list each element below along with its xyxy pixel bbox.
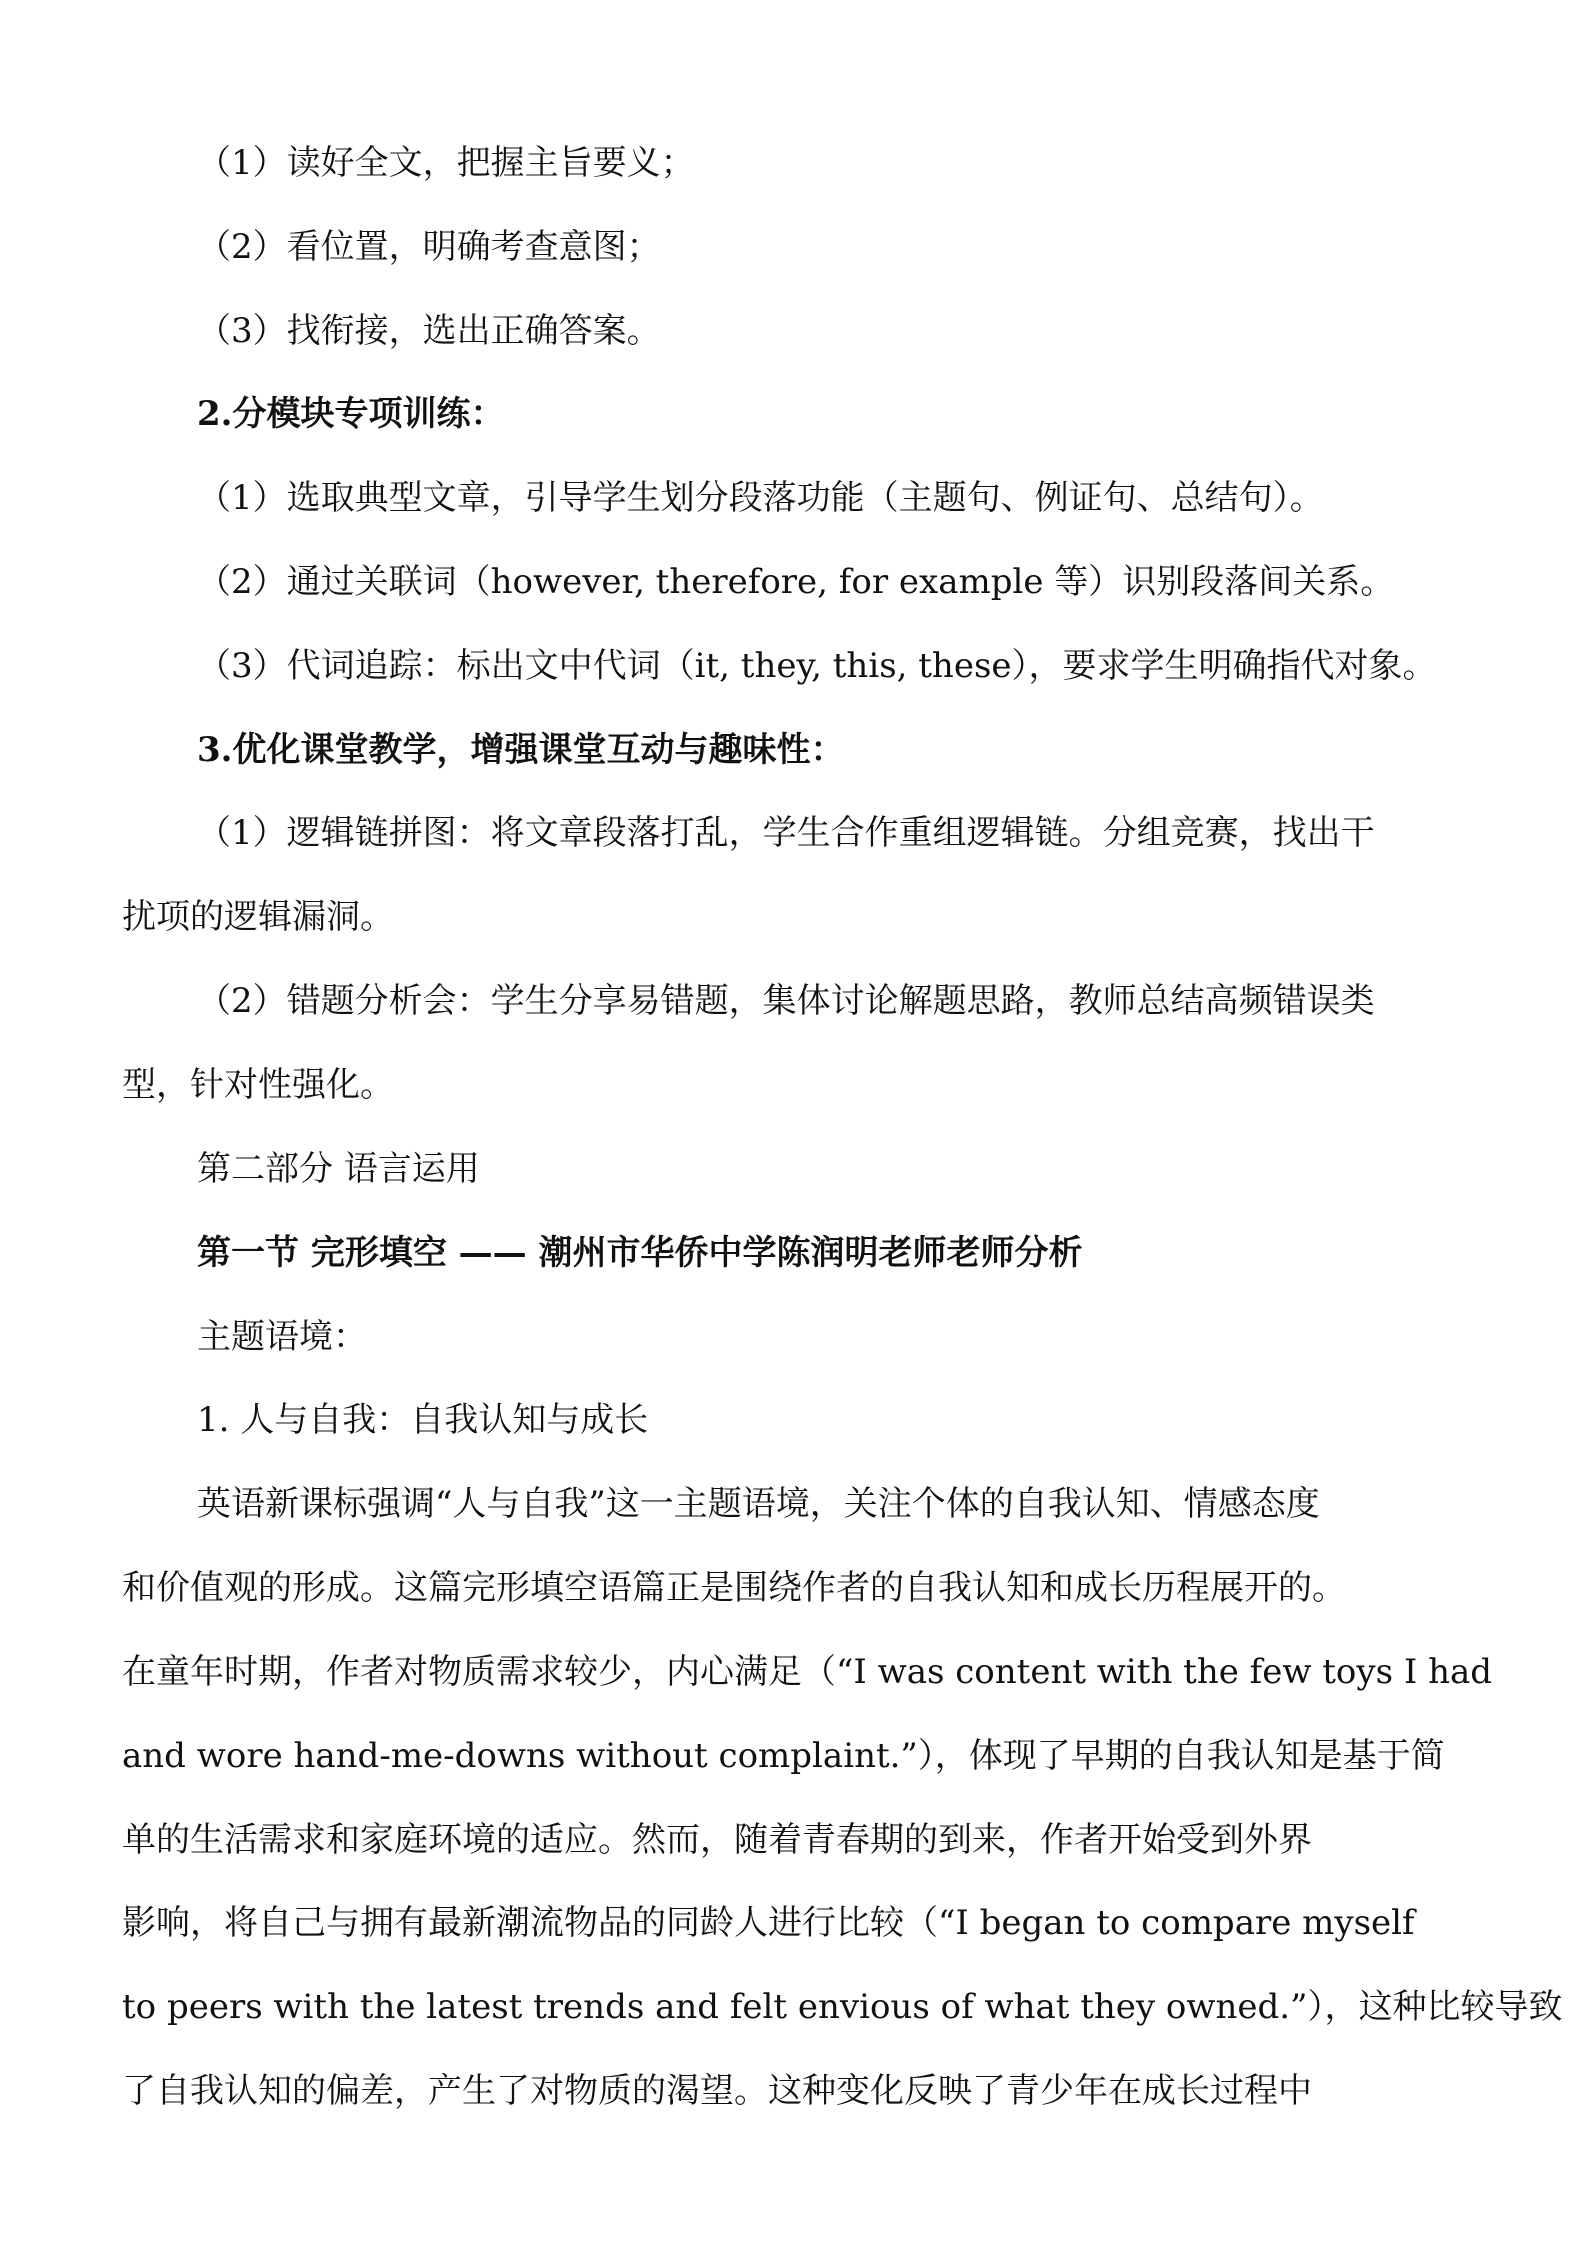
teaching-item-1-line-2: 扰项的逻辑漏洞。 [122,897,394,937]
body-paragraph-line-5: 单的生活需求和家庭环境的适应。然而，随着青春期的到来，作者开始受到外界 [122,1820,1312,1860]
theme-context-heading: 主题语境： [197,1317,367,1357]
step-3-find-cohesion: （3）找衔接，选出正确答案。 [197,311,661,351]
body-paragraph-line-2: 和价值观的形成。这篇完形填空语篇正是围绕作者的自我认知和成长历程展开的。 [122,1568,1346,1608]
teaching-item-2-line-1: （2）错题分析会：学生分享易错题，集体讨论解题思路，教师总结高频错误类 [197,981,1375,1021]
module-item-3: （3）代词追踪：标出文中代词（it, they, this, these），要求学生明确指代对象。 [197,646,1437,686]
section-heading-part-2: 第二部分 语言运用 [197,1149,480,1189]
heading-classroom-teaching: 3.优化课堂教学，增强课堂互动与趣味性： [197,730,845,770]
body-paragraph-line-6: 影响，将自己与拥有最新潮流物品的同龄人进行比较（“I began to compare myself [122,1903,1415,1943]
theme-item-1-heading: 1. 人与自我：自我认知与成长 [197,1400,649,1440]
step-2-locate: （2）看位置，明确考查意图； [197,227,661,267]
section-heading-cloze: 第一节 完形填空 —— 潮州市华侨中学陈润明老师老师分析 [197,1233,1083,1273]
body-paragraph-line-4: and wore hand-me-downs without complaint.”），体现了早期的自我认知是基于简 [122,1736,1445,1776]
heading-module-training: 2.分模块专项训练： [197,394,505,434]
body-paragraph-line-3: 在童年时期，作者对物质需求较少，内心满足（“I was content with the few toys I had [122,1652,1493,1692]
teaching-item-2-line-2: 型，针对性强化。 [122,1065,394,1105]
body-paragraph-line-8: 了自我认知的偏差，产生了对物质的渴望。这种变化反映了青少年在成长过程中 [122,2071,1312,2111]
module-item-1: （1）选取典型文章，引导学生划分段落功能（主题句、例证句、总结句）。 [197,478,1324,518]
module-item-2: （2）通过关联词（however, therefore, for example 等）识别段落间关系。 [197,562,1395,602]
teaching-item-1-line-1: （1）逻辑链拼图：将文章段落打乱，学生合作重组逻辑链。分组竞赛，找出干 [197,813,1375,853]
body-paragraph-line-1: 英语新课标强调“人与自我”这一主题语境，关注个体的自我认知、情感态度 [197,1484,1320,1524]
body-paragraph-line-7: to peers with the latest trends and felt envious of what they owned.”），这种比较导致 [122,1987,1563,2027]
step-1-read-text: （1）读好全文，把握主旨要义； [197,143,695,183]
